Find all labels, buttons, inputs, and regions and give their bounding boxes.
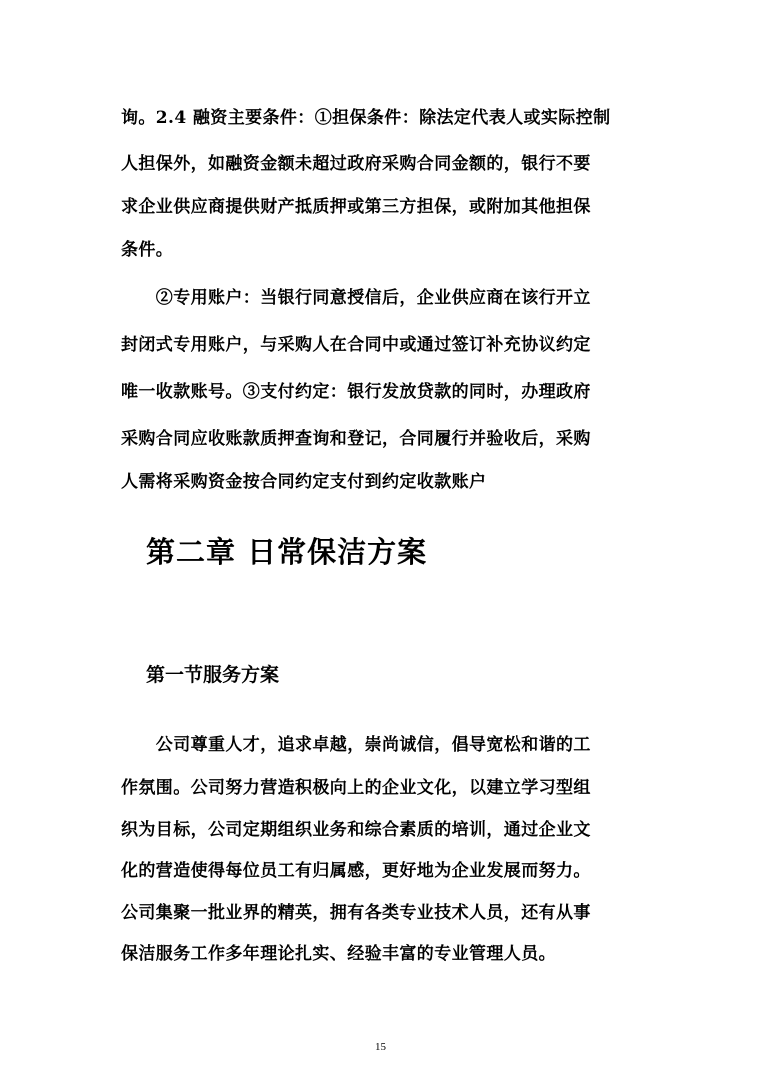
- paragraph-line: 织为目标，公司定期组织业务和综合素质的培训，通过企业文: [121, 820, 591, 840]
- paragraph-line: 化的营造使得每位员工有归属感，更好地为企业发展而努力。: [121, 861, 591, 881]
- paragraph-line: 保洁服务工作多年理论扎实、经验丰富的专业管理人员。: [121, 944, 556, 964]
- paragraph-line: 作氛围。公司努力营造积极向上的企业文化，以建立学习型组: [121, 778, 591, 798]
- paragraph-line: 公司尊重人才，追求卓越，崇尚诚信，倡导宽松和谐的工: [121, 735, 591, 755]
- chapter-title: 第二章 日常保洁方案: [146, 535, 428, 569]
- paragraph-line: 人需将采购资金按合同约定支付到约定收款账户: [121, 472, 487, 492]
- paragraph-line: 公司集聚一批业界的精英，拥有各类专业技术人员，还有从事: [121, 903, 591, 923]
- paragraph-line: 封闭式专用账户，与采购人在合同中或通过签订补充协议约定: [121, 335, 591, 355]
- paragraph-line: 人担保外，如融资金额未超过政府采购合同金额的，银行不要: [121, 154, 591, 174]
- paragraph-line: 唯一收款账号。③支付约定：银行发放贷款的同时，办理政府: [121, 382, 591, 402]
- paragraph-line: ②专用账户：当银行同意授信后，企业供应商在该行开立: [121, 288, 591, 308]
- section-title: 第一节服务方案: [146, 664, 280, 686]
- paragraph-line: 询。2.4 融资主要条件：①担保条件：除法定代表人或实际控制: [121, 108, 611, 128]
- paragraph-line: 采购合同应收账款质押查询和登记，合同履行并验收后，采购: [121, 429, 591, 449]
- paragraph-line: 求企业供应商提供财产抵质押或第三方担保，或附加其他担保: [121, 197, 591, 217]
- page-number: 15: [375, 1041, 386, 1053]
- paragraph-line: 条件。: [121, 240, 174, 260]
